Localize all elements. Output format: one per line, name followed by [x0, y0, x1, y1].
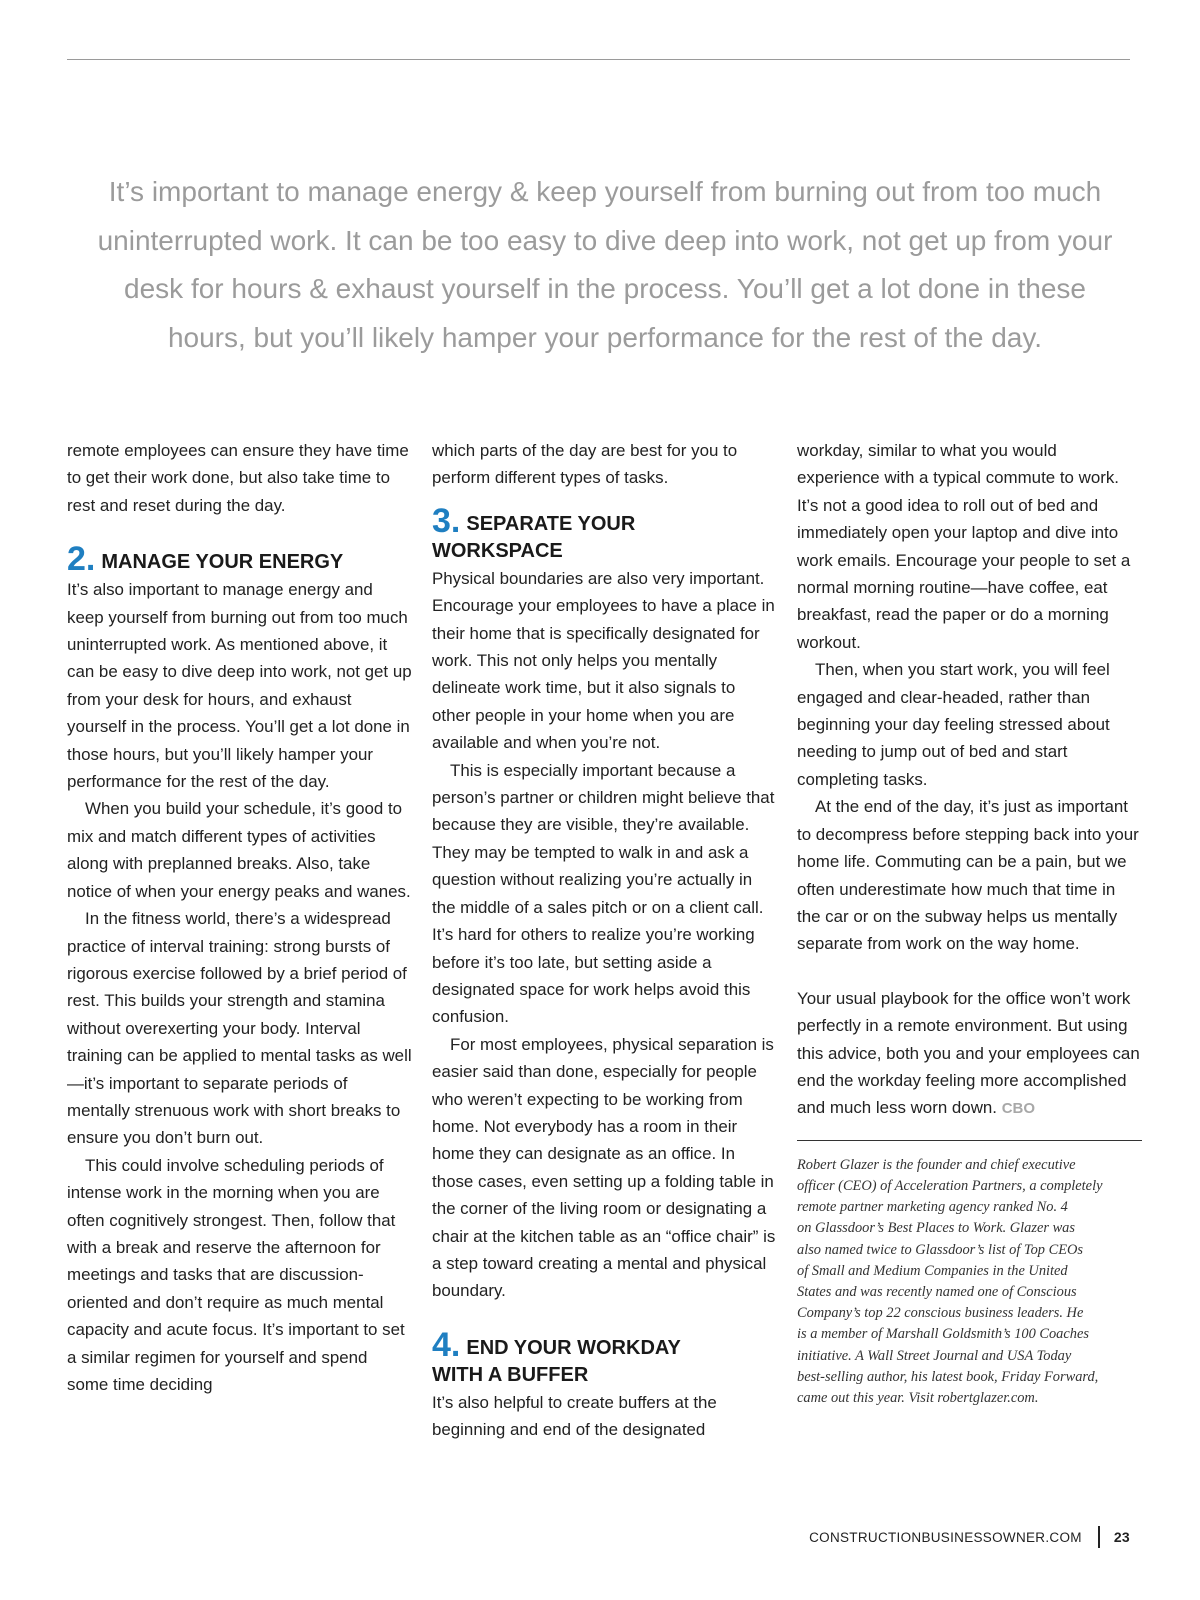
page-number: 23 [1113, 1529, 1130, 1545]
column-3 [797, 437, 1142, 1409]
footer-separator [1098, 1526, 1100, 1548]
body-paragraph: which parts of the day are best for you to perform different types of tasks. [432, 441, 738, 488]
bio-line: came out this year. Visit robertglazer.com. [797, 1389, 1039, 1406]
column-2 [432, 437, 777, 1444]
section-title: WITH A BUFFER [432, 1363, 589, 1386]
pull-quote-line: It’s important to manage energy & keep yourself from burning out from too much [108, 176, 1102, 207]
author-bio [797, 1155, 1142, 1409]
body-paragraph: This is especially important because a person’s partner or children might believe that because they are visible, they’re available. They may be tempted to walk in and ask a question without realizing you’re actually in the middle of a sales pitch or on a client call. It’s hard for others to realize you’re working before it’s too late, but setting aside a designated space for work helps avoid this confusion. [432, 760, 775, 1027]
body-paragraph: At the end of the day, it’s just as important to decompress before stepping back into your home life. Commuting can be a pain, but we often underestimate how much that time in the car or on the subway helps us mentally separate from work on the way home. [797, 797, 1139, 954]
bio-line: initiative. A Wall Street Journal and USA Today [797, 1347, 1072, 1364]
bio-line: on Glassdoor’s Best Places to Work. Glazer was [797, 1220, 1075, 1237]
body-paragraph: This could involve scheduling periods of intense work in the morning when you are often cognitively strongest. Then, follow that with a break and reserve the afternoon for meetings and tasks that are discussion-oriented and don’t require as much mental capacity and acute focus. It’s important to set a similar regimen for yourself and spend some time deciding [67, 1155, 405, 1394]
body-paragraph: Then, when you start work, you will feel engaged and clear-headed, rather than beginning your day feeling stressed about needing to jump out of bed and start completing tasks. [797, 660, 1110, 789]
section-title: MANAGE YOUR ENERGY [101, 551, 344, 574]
bio-line: also named twice to Glassdoor’s list of Top CEOs [797, 1241, 1083, 1258]
section-heading-4 [432, 1325, 777, 1389]
pull-quote-line: hours, but you’ll likely hamper your performance for the rest of the day. [167, 321, 1043, 353]
body-paragraph: When you build your schedule, it’s good to mix and match different types of activities along with preplanned breaks. Also, take notice of when your energy peaks and wanes. [67, 799, 411, 901]
pull-quote-line: uninterrupted work. It can be too easy to dive deep into work, not get up from your [97, 224, 1113, 256]
bio-line: best-selling author, his latest book, Friday Forward, [797, 1368, 1099, 1385]
bio-divider [797, 1140, 1142, 1141]
section-heading-3 [432, 501, 777, 565]
bio-line: remote partner marketing agency ranked No. 4 [797, 1199, 1068, 1216]
body-paragraph: It’s also helpful to create buffers at the beginning and end of the designated [432, 1392, 717, 1440]
body-paragraph: remote employees can ensure they have time to get their work done, but also take time to rest and reset during the day. [67, 441, 409, 515]
column-1 [67, 437, 412, 1398]
section-title: END YOUR WORKDAY [466, 1336, 681, 1359]
bio-line: States and was recently named one of Conscious [797, 1283, 1077, 1300]
pull-quote [80, 168, 1130, 362]
bio-line: Company’s top 22 conscious business leaders. He [797, 1305, 1084, 1322]
section-number: 2. [67, 540, 96, 579]
body-paragraph: It’s also important to manage energy and keep yourself from burning out from too much uninterrupted work. As mentioned above, it can be easy to dive deep into work, not get up from your desk for hours, and exhaust yourself in the process. You’ll get a lot done in those hours, but you’ll likely hamper your performance for the rest of the day. [67, 580, 412, 792]
section-title: WORKSPACE [432, 539, 563, 562]
bio-line: Robert Glazer is the founder and chief executive [797, 1156, 1076, 1173]
body-paragraph: workday, similar to what you would experience with a typical commute to work. It’s not a good idea to roll out of bed and immediately open your laptop and dive into work emails. Encourage your people to set a normal morning routine—have coffee, eat breakfast, read the paper or do a morning workout. [797, 441, 1131, 652]
pull-quote-line: desk for hours & exhaust yourself in the process. You’ll get a lot done in these [124, 273, 1086, 304]
section-heading-2 [67, 540, 412, 579]
body-paragraph: Physical boundaries are also very important. Encourage your employees to have a place in their home that is specifically designated for work. This not only helps you mentally delineate work time, but it also signals to other people in your home when you are available and when you’re not. [432, 568, 775, 753]
bio-line: of Small and Medium Companies in the United [797, 1262, 1068, 1279]
body-paragraph: For most employees, physical separation is easier said than done, especially for people who weren’t expecting to be working from home. Not everybody has a room in their home they can designate as an office. In those cases, even setting up a folding table in the corner of the living room or designating a chair at the kitchen table as an “office chair” is a step toward creating a mental and physical boundary. [432, 1034, 776, 1301]
top-divider [67, 59, 1130, 60]
closing-paragraph [797, 985, 1142, 1123]
closing-text: Your usual playbook for the office won’t work perfectly in a remote environment. But using this advice, both you and your employees can end the workday feeling more accomplished and much less worn down. [797, 988, 1140, 1118]
section-number: 3. [432, 501, 461, 540]
end-mark-cbo: CBO [1001, 1100, 1036, 1118]
page-footer [809, 1525, 1130, 1549]
bio-line: officer (CEO) of Acceleration Partners, a completely [797, 1177, 1103, 1194]
bio-line: is a member of Marshall Goldsmith’s 100 Coaches [797, 1326, 1089, 1343]
section-title: SEPARATE YOUR [466, 512, 636, 535]
body-paragraph: In the fitness world, there’s a widespread practice of interval training: strong bursts of rigorous exercise followed by a brief period of rest. This builds your strength and stamina without overexerting your body. Interval training can be applied to mental tasks as well—it’s important to separate periods of mentally strenuous work with short breaks to ensure you don’t burn out. [67, 909, 412, 1148]
section-number: 4. [432, 1325, 461, 1364]
footer-site: CONSTRUCTIONBUSINESSOWNER.COM [809, 1529, 1082, 1545]
